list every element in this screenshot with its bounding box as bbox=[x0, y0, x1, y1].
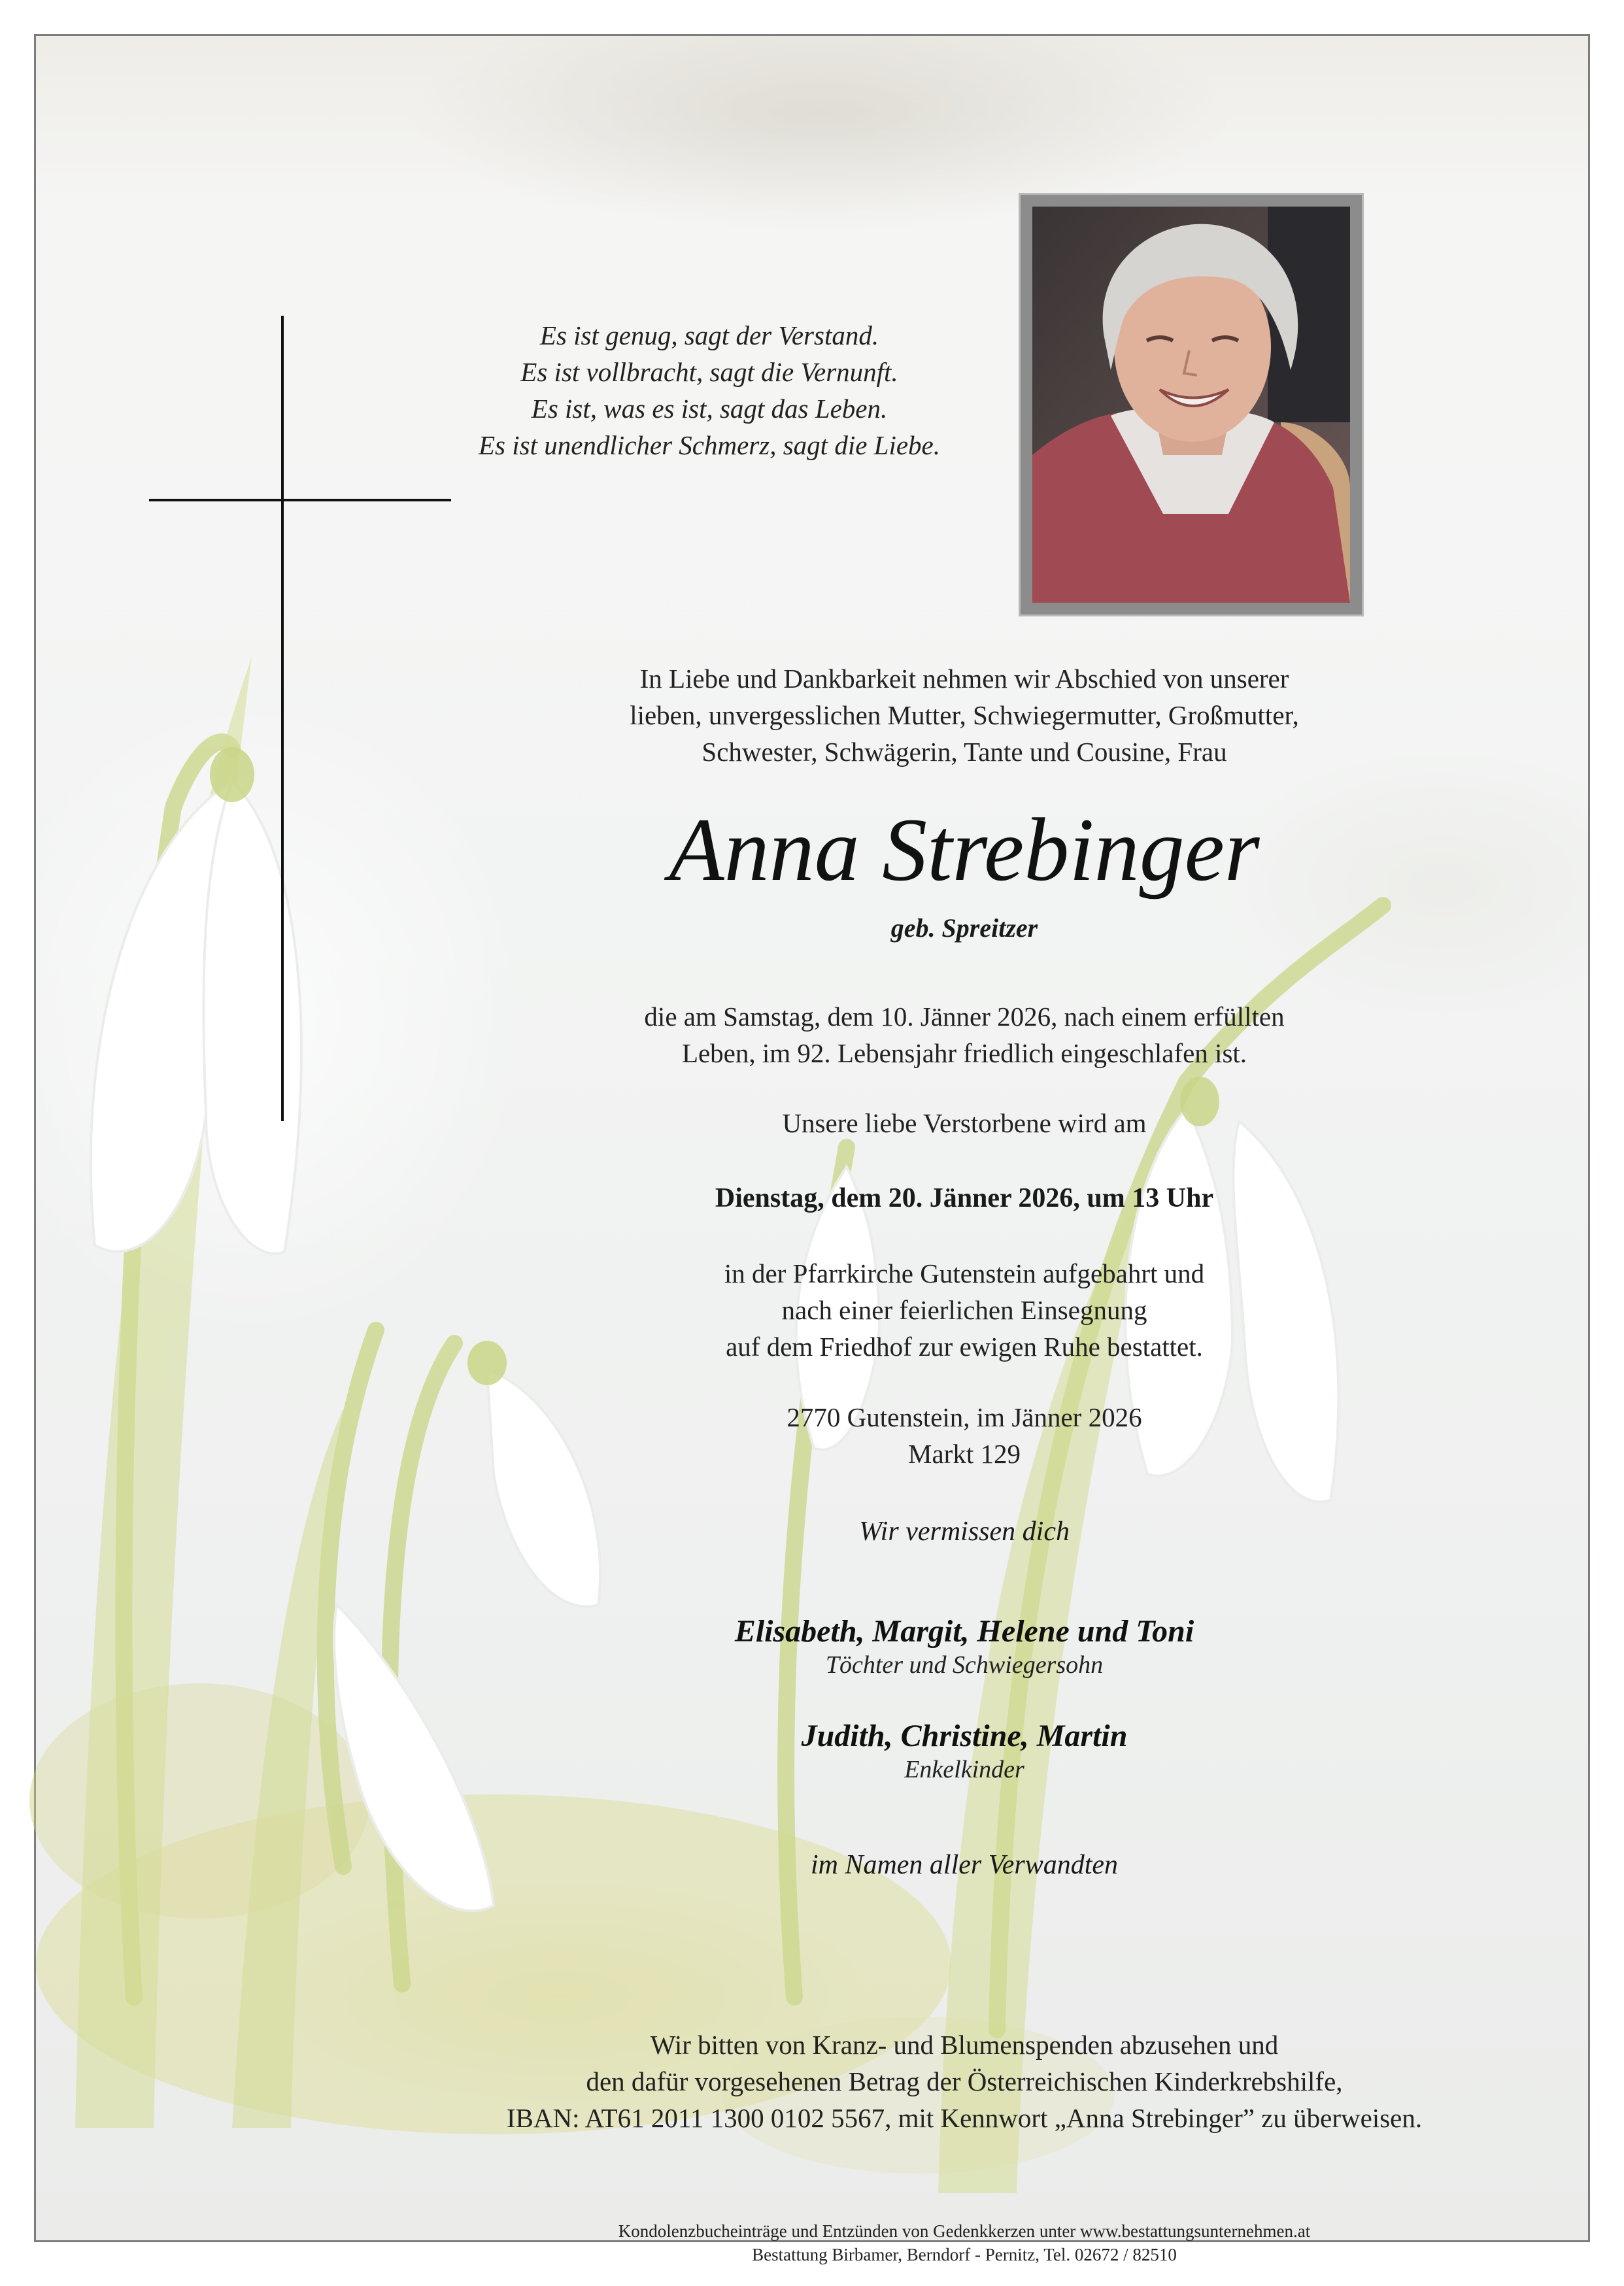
maiden-name: geb. Spreitzer bbox=[890, 913, 1038, 943]
donation-line: Wir bitten von Kranz- und Blumenspenden abzusehen und bbox=[650, 2030, 1279, 2060]
portrait-frame bbox=[1019, 193, 1364, 616]
death-notice-line: die am Samstag, dem 10. Jänner 2026, nach einem erfüllten bbox=[644, 1001, 1285, 1032]
donation-line: IBAN: AT61 2011 1300 0102 5567, mit Kennwort „Anna Strebinger” zu überweisen. bbox=[506, 2103, 1423, 2133]
laid-out-intro: Unsere liebe Verstorbene wird am bbox=[782, 1108, 1147, 1138]
cross-horizontal-bar bbox=[149, 499, 451, 501]
family-role: Enkelkinder bbox=[904, 1756, 1024, 1783]
intro-line: In Liebe und Dankbarkeit nehmen wir Abschied von unserer bbox=[639, 664, 1289, 694]
poem-line: Es ist unendlicher Schmerz, sagt die Liebe. bbox=[478, 430, 940, 460]
funeral-date: Dienstag, dem 20. Jänner 2026, um 13 Uhr bbox=[715, 1183, 1214, 1213]
obituary-card bbox=[34, 34, 1590, 2264]
family-role: Töchter und Schwiegersohn bbox=[825, 1651, 1104, 1679]
place-date-line: 2770 Gutenstein, im Jänner 2026 bbox=[787, 1402, 1142, 1432]
family-group bbox=[422, 1613, 1507, 1679]
ceremony-line: nach einer feierlichen Einsegnung bbox=[781, 1295, 1147, 1325]
death-notice-line: Leben, im 92. Lebensjahr friedlich eingeschlafen ist. bbox=[681, 1038, 1247, 1068]
ceremony-line: in der Pfarrkirche Gutenstein aufgebahrt und bbox=[724, 1258, 1205, 1288]
poem-line: Es ist genug, sagt der Verstand. bbox=[539, 320, 879, 350]
relatives-text: im Namen aller Verwandten bbox=[810, 1850, 1119, 1880]
condolence-website-line: Kondolenzbucheinträge und Entzünden von Gedenkkerzen unter www.bestattungsunternehmen.at bbox=[618, 2221, 1311, 2241]
footer bbox=[422, 2219, 1507, 2266]
intro-line: lieben, unvergesslichen Mutter, Schwiegermutter, Großmutter, bbox=[630, 700, 1299, 730]
family-names: Judith, Christine, Martin bbox=[801, 1719, 1128, 1753]
donation-request bbox=[422, 2026, 1507, 2136]
place-and-address bbox=[422, 1399, 1507, 1472]
ceremony-text bbox=[422, 1255, 1507, 1365]
poem-line: Es ist vollbracht, sagt die Vernunft. bbox=[520, 357, 898, 387]
missing-you-text: Wir vermissen dich bbox=[859, 1517, 1070, 1547]
family-names: Elisabeth, Margit, Helene und Toni bbox=[734, 1614, 1194, 1649]
cross-vertical-bar bbox=[281, 316, 284, 1121]
deceased-name: Anna Strebinger bbox=[669, 799, 1260, 899]
poem-line: Es ist, was es ist, sagt das Leben. bbox=[531, 394, 888, 424]
ceremony-line: auf dem Friedhof zur ewigen Ruhe bestattet. bbox=[726, 1332, 1203, 1362]
donation-line: den dafür vorgesehenen Betrag der Österreichischen Kinderkrebshilfe, bbox=[586, 2066, 1343, 2096]
portrait-photo bbox=[1032, 207, 1350, 603]
death-notice bbox=[422, 998, 1507, 1071]
address-line: Markt 129 bbox=[908, 1439, 1021, 1469]
intro-line: Schwester, Schwägerin, Tante und Cousine, Frau bbox=[702, 737, 1227, 767]
funeral-home-line: Bestattung Birbamer, Berndorf - Pernitz, Tel. 02672 / 82510 bbox=[752, 2245, 1177, 2264]
memorial-poem bbox=[350, 317, 1069, 463]
family-group bbox=[422, 1717, 1507, 1784]
intro-text bbox=[422, 660, 1507, 770]
